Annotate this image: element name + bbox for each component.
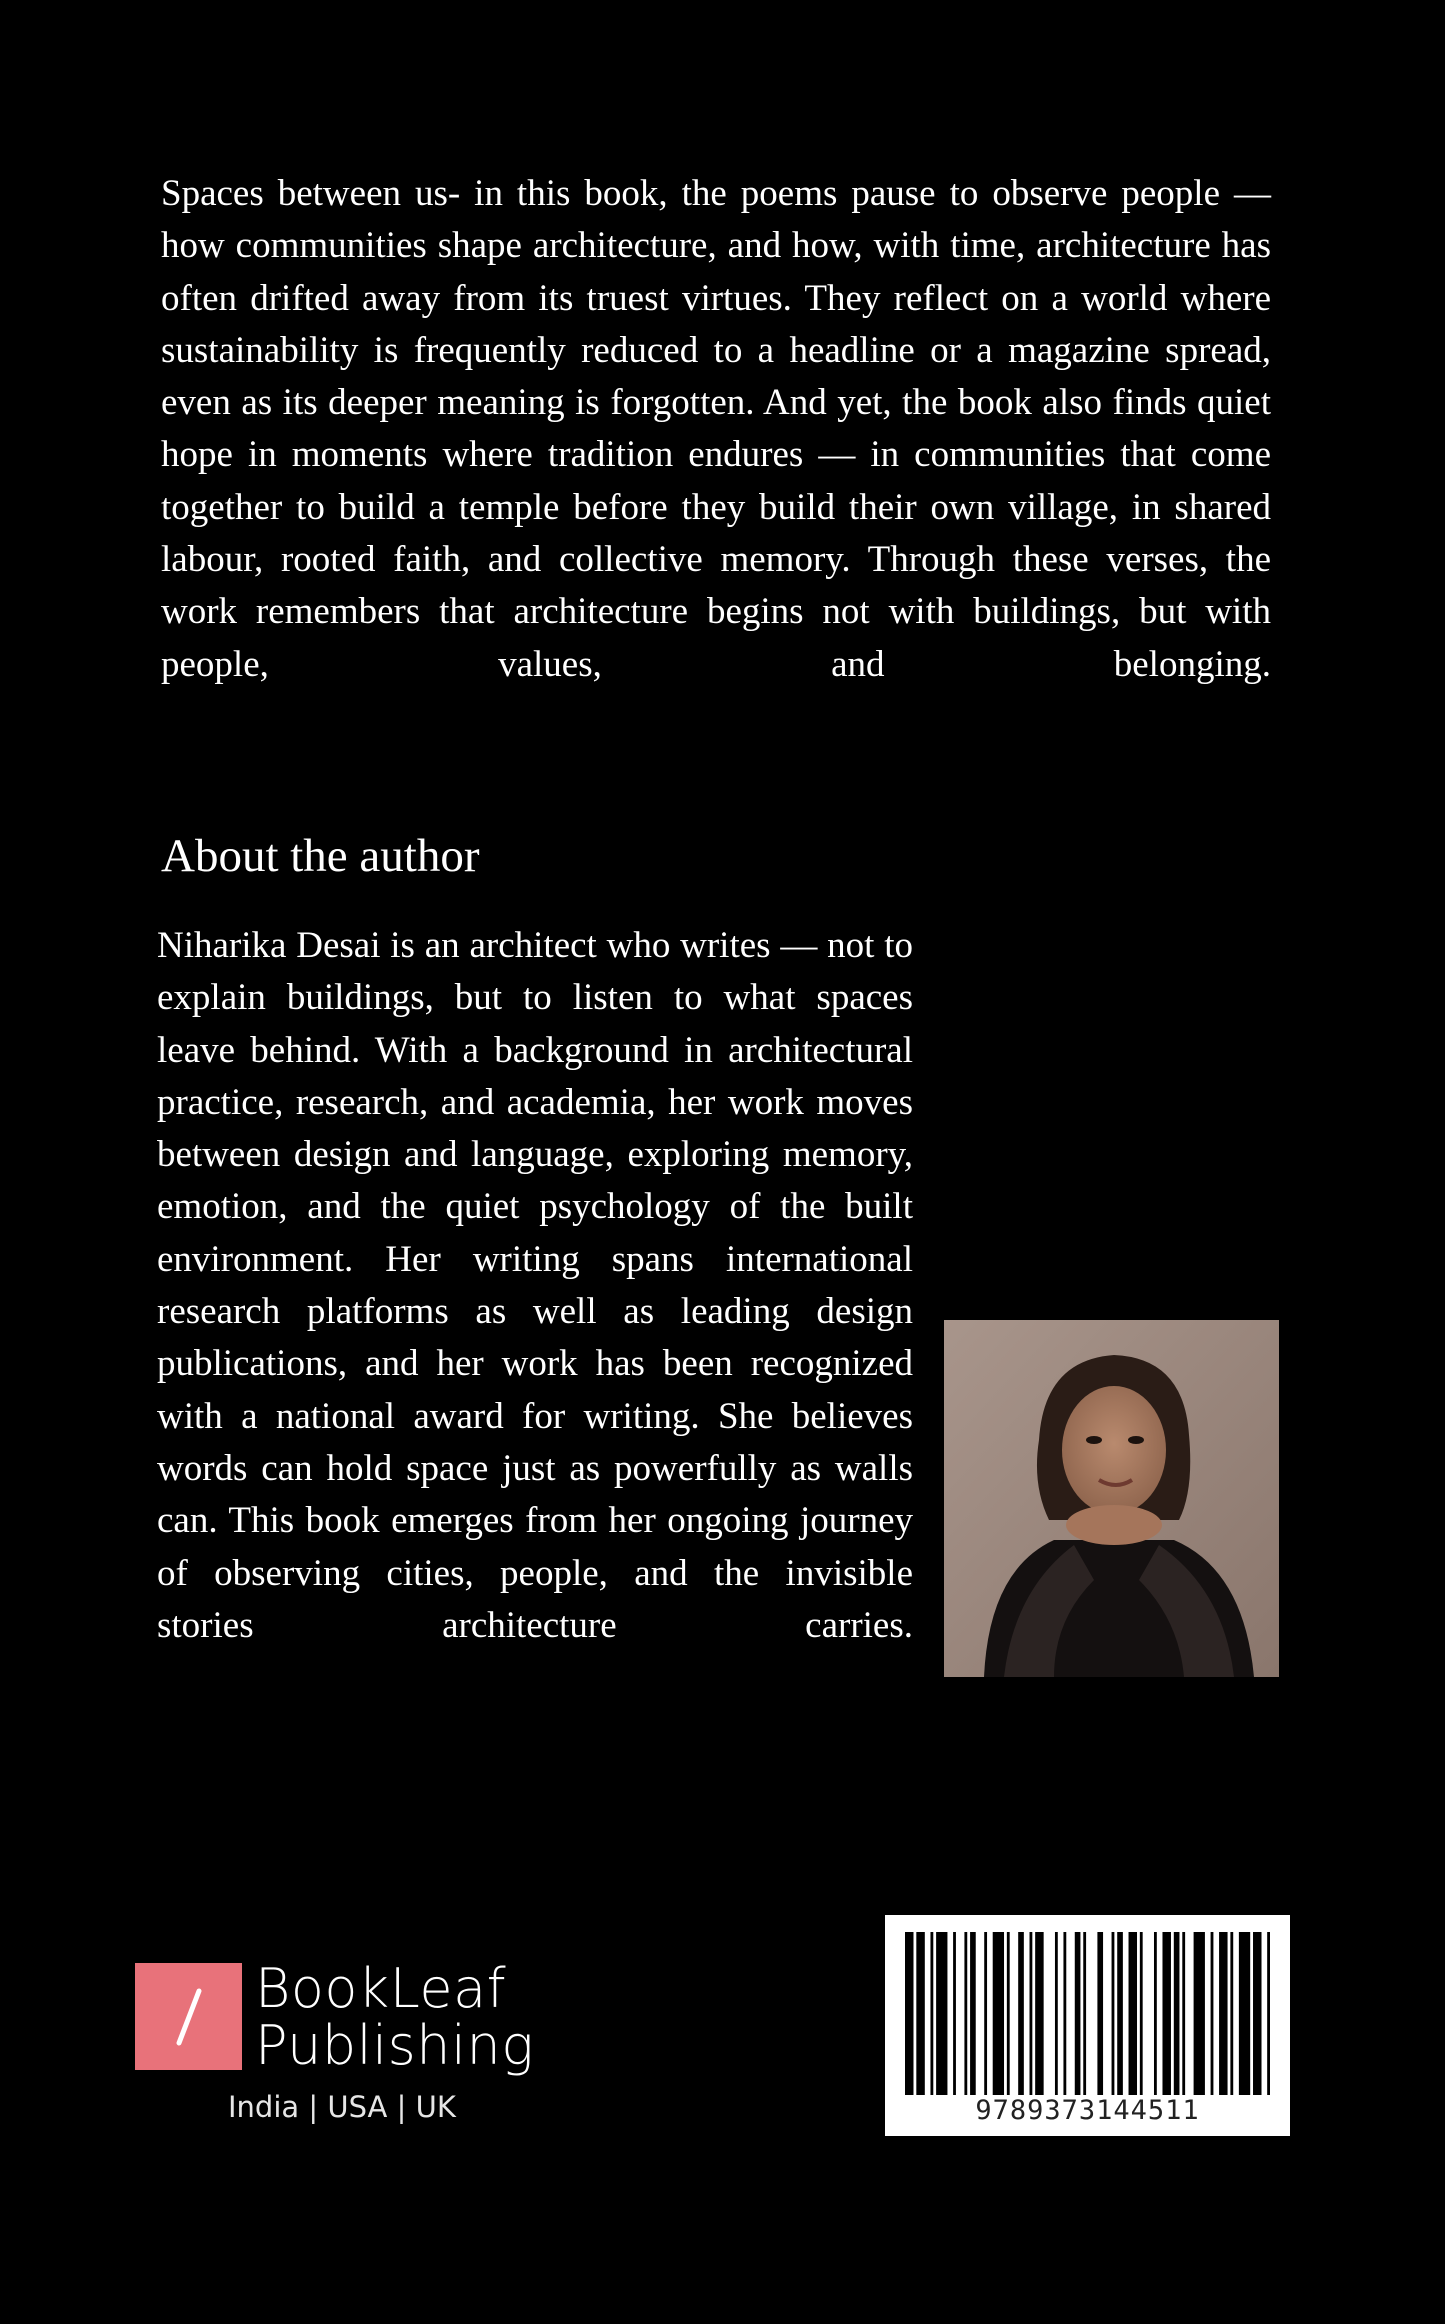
barcode-bar <box>1018 1932 1024 2095</box>
publisher-name-line2: Publishing <box>255 2014 535 2077</box>
barcode-bar <box>964 1932 967 2095</box>
barcode-bar <box>1097 1932 1103 2095</box>
publisher-regions: India | USA | UK <box>228 2090 456 2124</box>
isbn-barcode <box>885 1915 1290 2136</box>
author-photo <box>944 1320 1279 1677</box>
about-author-heading: About the author <box>161 830 480 882</box>
barcode-bar <box>1267 1932 1270 2095</box>
publisher-logo <box>135 1957 555 2140</box>
barcode-bar <box>916 1932 924 2095</box>
barcode-bar <box>1162 1932 1170 2095</box>
barcode-bar <box>1182 1932 1185 2095</box>
publisher-name-line1: BookLeaf <box>255 1957 507 2020</box>
isbn-number: 9789373144511 <box>975 2095 1200 2126</box>
barcode-bars <box>905 1932 1270 2095</box>
barcode-bar <box>936 1932 947 2095</box>
barcode-bar <box>1239 1932 1250 2095</box>
barcode-bar <box>1075 1932 1081 2095</box>
barcode-bar <box>1063 1932 1066 2095</box>
barcode-bar <box>1174 1932 1180 2095</box>
barcode-bar <box>1211 1932 1214 2095</box>
barcode-bar <box>984 1932 987 2095</box>
barcode-bar <box>970 1932 976 2095</box>
barcode-bar <box>905 1932 913 2095</box>
barcode-bar <box>1035 1932 1043 2095</box>
author-portrait-image <box>944 1320 1279 1677</box>
publisher-name <box>255 1957 535 2077</box>
barcode-bar <box>1194 1932 1205 2095</box>
barcode-bar <box>1154 1932 1157 2095</box>
barcode-bar <box>1253 1932 1261 2095</box>
barcode-bar <box>1112 1932 1115 2095</box>
barcode-bar <box>1129 1932 1137 2095</box>
barcode-bar <box>1140 1932 1143 2095</box>
barcode-bar <box>993 1932 1004 2095</box>
book-blurb: Spaces between us- in this book, the poems pause to observe people — how communities shape architecture, and how, with time, architecture has often drifted away from its truest virtues. They reflect on a world where sustainability is frequently reduced to a headline or a magazine spread, even as its deeper meaning is forgotten. And yet, the book also finds quiet hope in moments where tradition endures — in communities that come together to build a temple before they build their own village, in shared labour, rooted faith, and collective memory. Through these verses, the work remembers that architecture begins not with buildings, but with people, values, and belonging. <box>161 173 1271 685</box>
barcode-bar <box>1230 1932 1233 2095</box>
barcode-bar <box>1117 1932 1123 2095</box>
author-bio: Niharika Desai is an architect who writes — not to explain buildings, but to listen to what spaces leave behind. With a background in architectural practice, research, and academia, her work moves between design and language, exploring memory, emotion, and the quiet psychology of the built environment. Her writing spans international research platforms as well as leading design publications, and her work has been recognized with a national award for writing. She believes words can hold space just as powerfully as walls can. This book emerges from her ongoing journey of observing cities, people, and the invisible stories architecture carries. <box>157 925 913 1646</box>
barcode-bar <box>1030 1932 1033 2095</box>
slash-icon <box>135 1963 242 2070</box>
barcode-bar <box>1219 1932 1227 2095</box>
slash-logo-icon <box>135 1963 242 2070</box>
barcode-bar <box>953 1932 956 2095</box>
barcode-bar <box>1007 1932 1010 2095</box>
barcode-bar <box>1083 1932 1086 2095</box>
barcode-bar <box>1055 1932 1058 2095</box>
barcode-bar <box>930 1932 933 2095</box>
